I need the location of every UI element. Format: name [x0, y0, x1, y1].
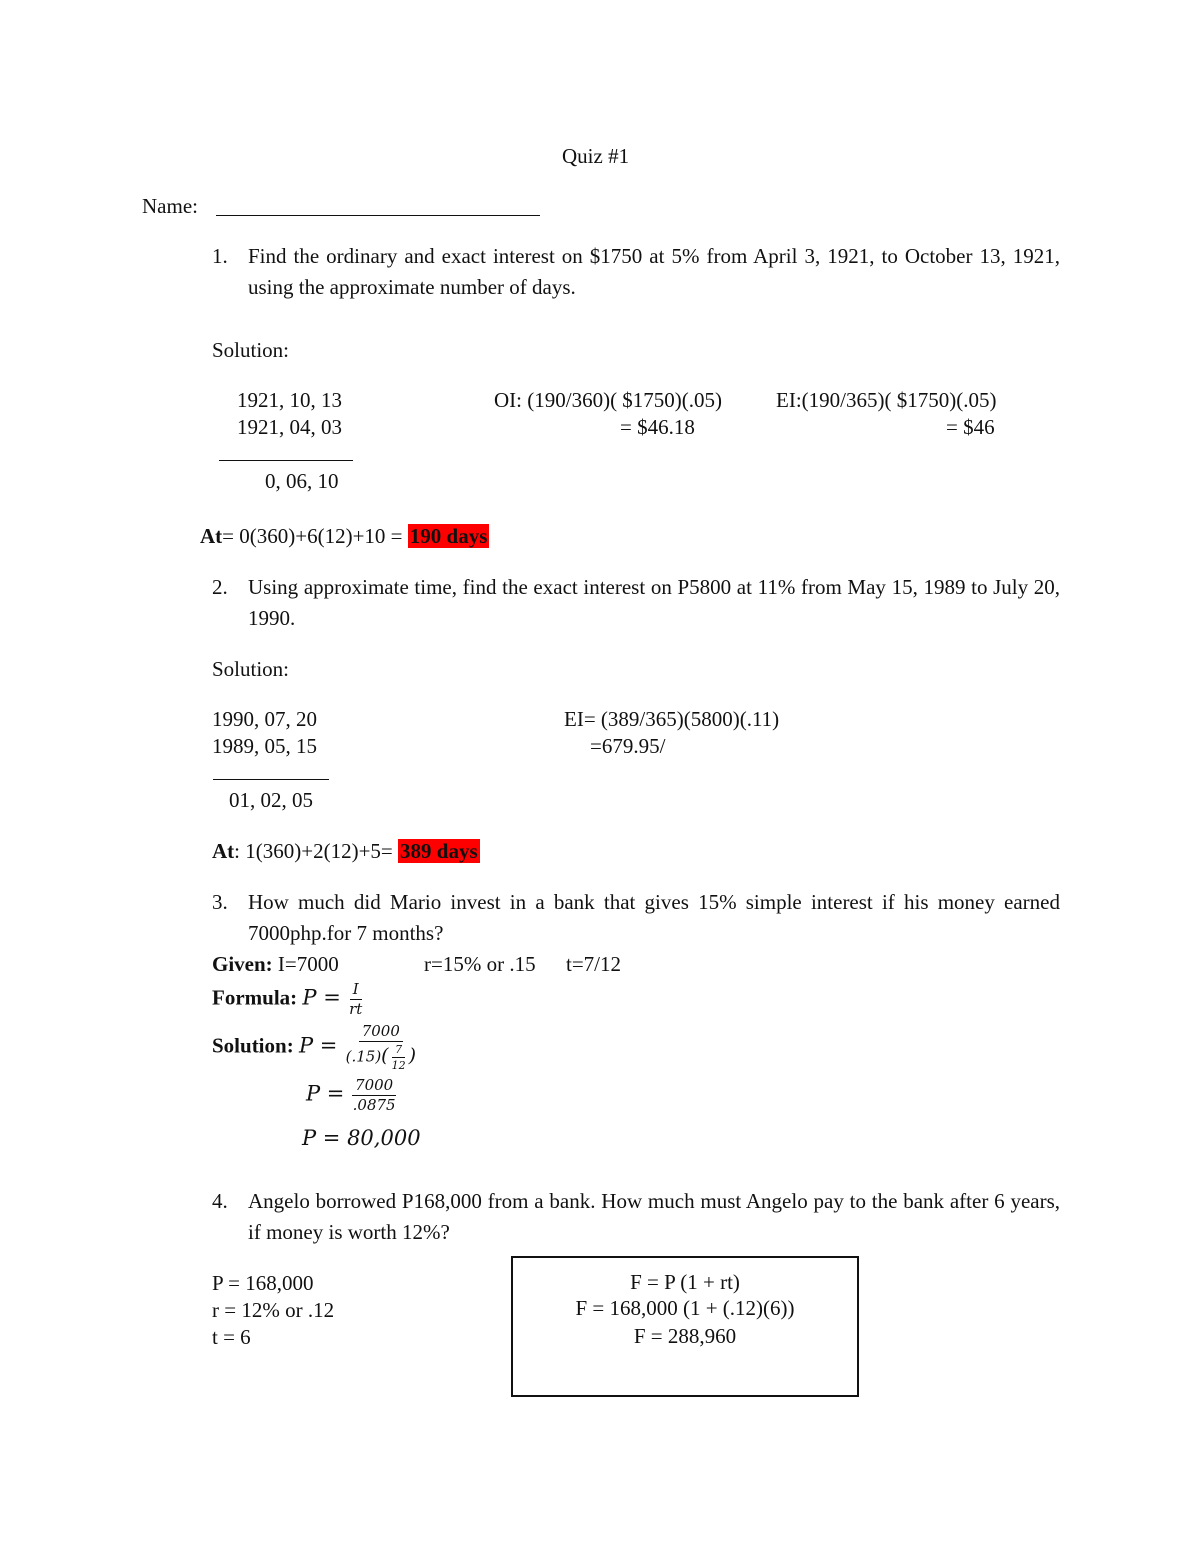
solution-fraction — [343, 1024, 419, 1071]
question-2 — [212, 572, 1060, 634]
step2-fraction — [350, 1078, 399, 1113]
at-expression: = 0(360)+6(12)+10 = — [222, 524, 403, 548]
substitution-line: F = 168,000 (1 + (.12)(6)) — [575, 1296, 795, 1320]
approximate-time — [212, 839, 480, 864]
formula-label: Formula: — [212, 985, 298, 1010]
answer-box — [511, 1256, 859, 1397]
question-number: 1. — [212, 244, 228, 268]
at-label: At — [200, 524, 223, 548]
question-text: Find the ordinary and exact interest on $1750 at 5% from April 3, 1921, to October 13, 1921, using the approximate number of days. — [248, 244, 1060, 299]
exact-interest-result: =679.95/ — [590, 734, 666, 758]
name-line — [216, 215, 540, 216]
at-result-highlight: 190 days — [409, 524, 488, 548]
result-line: F = 288,960 — [633, 1324, 737, 1348]
given-time: t=7/12 — [566, 952, 622, 976]
given-label: Given: — [212, 952, 273, 976]
final-answer: P = 80,000 — [302, 1126, 421, 1150]
question-number: 3. — [212, 890, 228, 914]
date-end: 1990, 07, 20 — [212, 707, 317, 731]
solution-line — [212, 1024, 419, 1071]
exact-interest-formula: EI= (389/365)(5800)(.11) — [564, 707, 780, 731]
approximate-time — [200, 524, 489, 549]
date-difference: 0, 06, 10 — [265, 469, 339, 493]
at-expression: : 1(360)+2(12)+5= — [234, 839, 393, 863]
solution-label: Solution: — [212, 657, 290, 681]
step2-lhs: P = — [306, 1081, 345, 1106]
open-paren: ( — [381, 1044, 389, 1067]
inner-fraction — [389, 1044, 409, 1071]
date-end: 1921, 10, 13 — [237, 388, 342, 412]
subtraction-line — [213, 779, 329, 780]
date-start: 1921, 04, 03 — [237, 415, 342, 439]
solution-label: Solution: — [212, 338, 290, 362]
given-interest: I=7000 — [277, 952, 339, 976]
formula-line — [212, 982, 365, 1017]
fraction-denominator — [343, 1042, 419, 1071]
fraction-numerator: 7000 — [359, 1024, 403, 1042]
inner-denominator: 12 — [391, 1059, 406, 1072]
given-line — [212, 952, 339, 977]
inner-numerator: 7 — [392, 1044, 405, 1058]
subtraction-line — [219, 460, 353, 461]
given-rate: r=15% or .15 — [424, 952, 536, 976]
name-label: Name: — [142, 194, 198, 218]
close-paren: ) — [408, 1044, 417, 1067]
question-1 — [212, 241, 1060, 303]
question-text: Using approximate time, find the exact interest on P5800 at 11% from May 15, 1989 to July 20, 1990. — [248, 575, 1060, 630]
at-label: At — [212, 839, 235, 863]
denominator-rate: (.15) — [345, 1047, 382, 1066]
ordinary-interest-result: = $46.18 — [620, 415, 695, 439]
principal-value: P = 168,000 — [212, 1271, 314, 1295]
question-number: 2. — [212, 575, 228, 599]
question-number: 4. — [212, 1189, 228, 1213]
date-start: 1989, 05, 15 — [212, 734, 317, 758]
fraction-denominator: .0875 — [352, 1096, 396, 1114]
rate-value: r = 12% or .12 — [212, 1298, 335, 1322]
fraction-denominator: rt — [349, 1000, 363, 1018]
formula-line: F = P (1 + rt) — [630, 1270, 740, 1294]
question-3 — [212, 887, 1060, 949]
ordinary-interest-formula: OI: (190/360)( $1750)(.05) — [494, 388, 723, 412]
formula-lhs: P = — [302, 985, 341, 1010]
exact-interest-result: = $46 — [946, 415, 995, 439]
page-title: Quiz #1 — [562, 144, 630, 168]
time-value: t = 6 — [212, 1325, 251, 1349]
at-result-highlight: 389 days — [400, 839, 478, 863]
solution-label: Solution: — [212, 1033, 294, 1058]
solution-step-2 — [306, 1078, 399, 1113]
question-text: How much did Mario invest in a bank that gives 15% simple interest if his money earned 7000php.for 7 months? — [248, 890, 1060, 945]
fraction-numerator: 7000 — [352, 1078, 396, 1096]
solution-lhs: P = — [298, 1033, 338, 1058]
question-text: Angelo borrowed P168,000 from a bank. How much must Angelo pay to the bank after 6 years, if money is worth 12%? — [248, 1189, 1060, 1244]
exact-interest-formula: EI:(190/365)( $1750)(.05) — [776, 388, 997, 412]
fraction-numerator: I — [350, 982, 362, 1000]
date-difference: 01, 02, 05 — [229, 788, 313, 812]
formula-fraction — [346, 982, 365, 1017]
question-4 — [212, 1186, 1060, 1248]
